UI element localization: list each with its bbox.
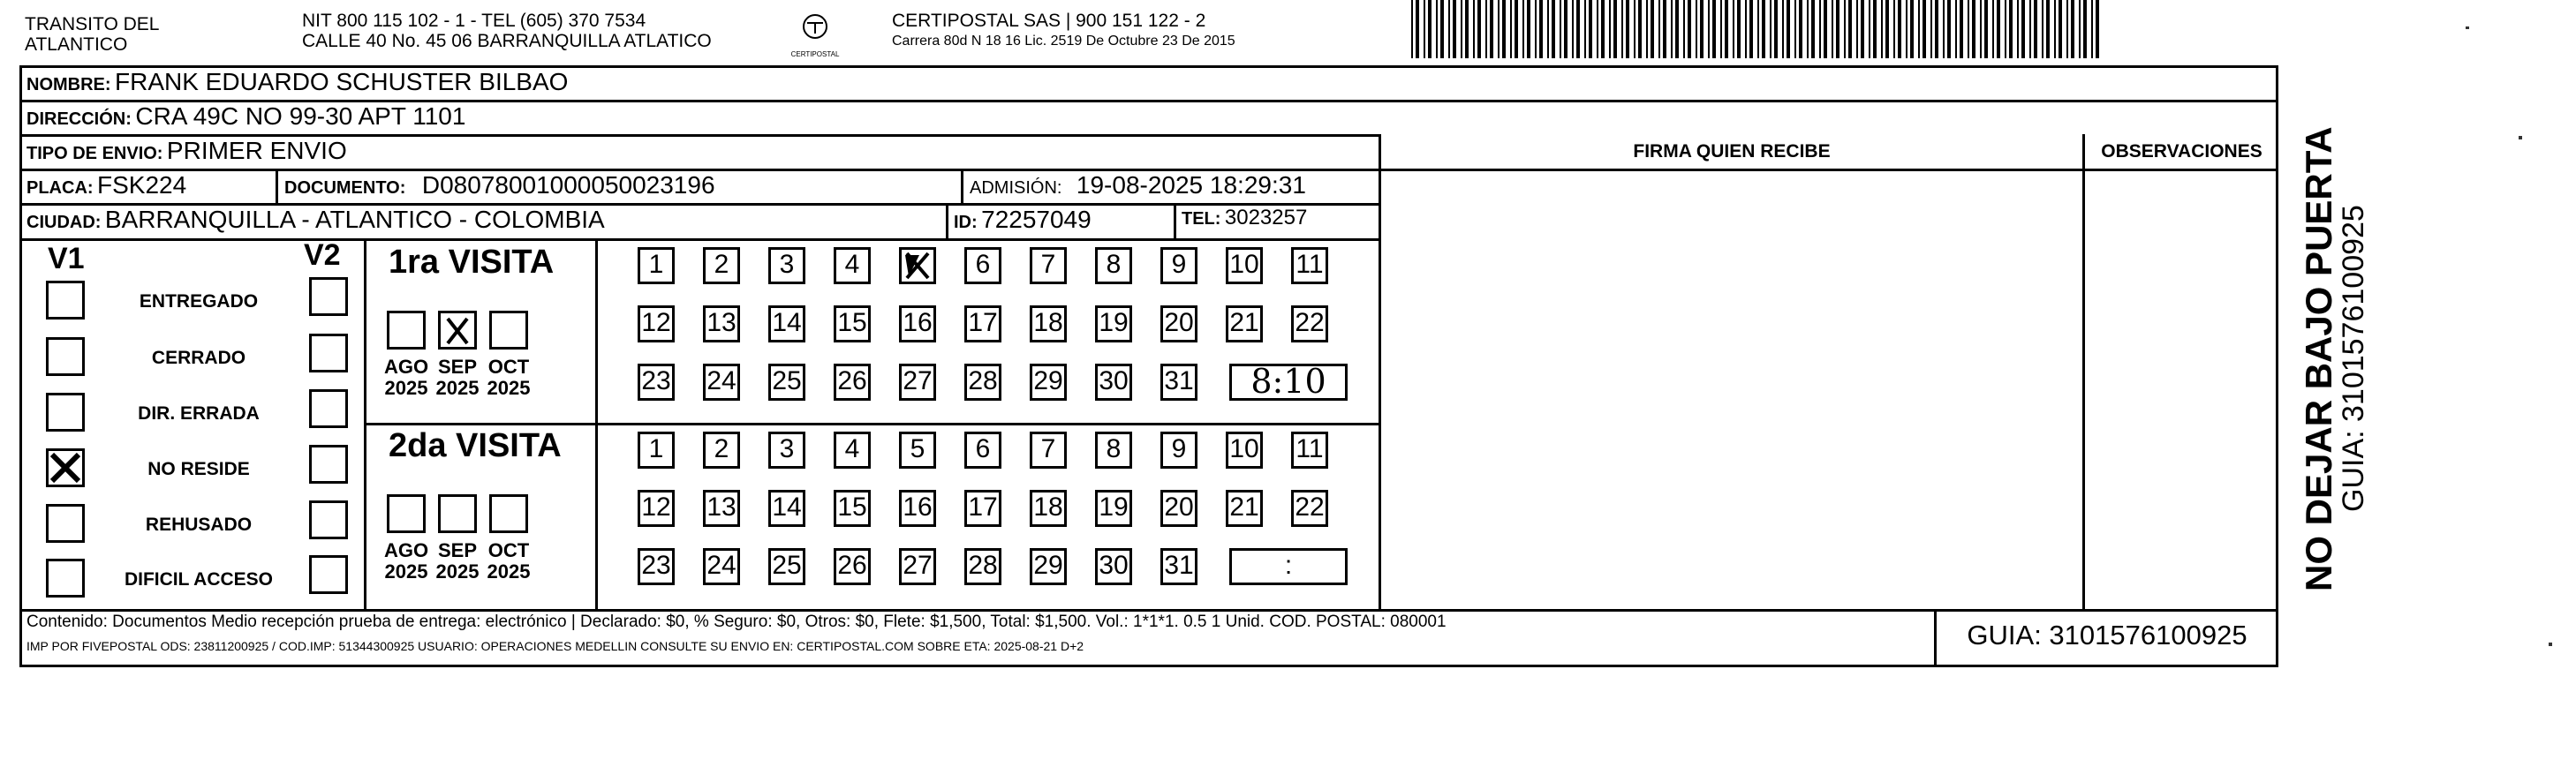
footer-guia: GUIA: 3101576100925 [1967, 620, 2247, 650]
placa-cell [26, 171, 186, 199]
placa-value: FSK224 [97, 171, 187, 199]
org-contact [302, 11, 797, 51]
tipo-label: TIPO DE ENVIO: [26, 144, 163, 163]
second-visit-day-7[interactable]: 7 [1030, 432, 1067, 469]
second-visit-month-checkbox[interactable] [489, 494, 528, 533]
barcode-bar [1490, 0, 1493, 58]
direccion-value: CRA 49C NO 99-30 APT 1101 [135, 102, 466, 130]
barcode-bar [1836, 0, 1839, 58]
v1-header: V1 [48, 242, 85, 275]
barcode-bar [1873, 0, 1877, 58]
barcode-bar [1477, 0, 1481, 58]
barcode-bar [1510, 0, 1512, 58]
second-visit-time-box[interactable]: : [1229, 548, 1348, 585]
barcode-bar [1448, 0, 1450, 58]
tipo-row [26, 137, 347, 165]
status-label: NO RESIDE [147, 459, 250, 479]
barcode-bar [1770, 0, 1771, 58]
admision-value: 19-08-2025 18:29:31 [1076, 171, 1306, 199]
barcode-bar [1930, 0, 1932, 58]
barcode-bar [1527, 0, 1530, 58]
barcode [1411, 0, 2109, 62]
second-visit-day-25[interactable]: 25 [768, 548, 805, 585]
second-visit-day-13[interactable]: 13 [703, 490, 740, 527]
stray-mark [2549, 643, 2552, 646]
barcode-bar [2029, 0, 2031, 58]
barcode-bar [2042, 0, 2043, 58]
first-visit-day-17[interactable]: 17 [964, 305, 1001, 342]
barcode-bar [2054, 0, 2056, 58]
v2-checkbox[interactable] [309, 389, 348, 428]
second-visit-day-27[interactable]: 27 [899, 548, 936, 585]
first-visit-day-27[interactable]: 27 [899, 364, 936, 401]
first-visit-day-29[interactable]: 29 [1030, 364, 1067, 401]
barcode-bar [1910, 0, 1914, 58]
barcode-bar [1856, 0, 1858, 58]
month-name: SEP [437, 356, 478, 378]
barcode-bar [1980, 0, 1982, 58]
first-visit-day-18[interactable]: 18 [1030, 305, 1067, 342]
barcode-bar [1935, 0, 1938, 58]
barcode-bar [1485, 0, 1487, 58]
barcode-bar [1424, 0, 1425, 58]
first-visit-day-21[interactable]: 21 [1226, 305, 1263, 342]
barcode-bar [1597, 0, 1598, 58]
tel-value: 3023257 [1224, 206, 1308, 229]
second-visit-day-30[interactable]: 30 [1095, 548, 1132, 585]
barcode-bar [1700, 0, 1703, 58]
admision-label: ADMISIÓN: [970, 178, 1062, 198]
nombre-value: FRANK EDUARDO SCHUSTER BILBAO [115, 68, 569, 95]
barcode-bar [1564, 0, 1568, 58]
second-visit-day-19[interactable]: 19 [1095, 490, 1132, 527]
v2-checkbox[interactable] [309, 555, 348, 594]
barcode-bar [1651, 0, 1654, 58]
check-x-icon [902, 250, 933, 282]
barcode-bar [1461, 0, 1462, 58]
footer-contenido: Contenido: Documentos Medio recepción prueba de entrega: electrónico | Declarado: $0, % Seguro: $0, Otros: $0, Flete: $1,500, Total: $1,500. Vol.: 1*1*1. 0.5 1 Unid. COD. POSTAL: 080001 [26, 613, 1447, 631]
first-visit-day-8[interactable]: 8 [1095, 247, 1132, 284]
barcode-bar [1671, 0, 1673, 58]
barcode-bar [1968, 0, 1969, 58]
direccion-label: DIRECCIÓN: [26, 109, 132, 129]
second-visit-day-4[interactable]: 4 [834, 432, 871, 469]
barcode-bar [1560, 0, 1561, 58]
barcode-bar [1725, 0, 1728, 58]
check-x-icon [49, 451, 82, 485]
first-visit-day-4[interactable]: 4 [834, 247, 871, 284]
second-visit-day-28[interactable]: 28 [964, 548, 1001, 585]
barcode-bar [1411, 0, 1413, 58]
barcode-bar [1992, 0, 1994, 58]
month-label [433, 357, 482, 399]
documento-label: DOCUMENTO: [284, 178, 406, 198]
month-year: 2025 [384, 377, 428, 399]
barcode-bar [1943, 0, 1945, 58]
barcode-bar [1658, 0, 1660, 58]
check-x-icon [441, 313, 474, 347]
v1-checkbox[interactable] [46, 559, 85, 598]
barcode-bar [2066, 0, 2068, 58]
barcode-bar [2071, 0, 2074, 58]
v1-checkbox[interactable] [46, 504, 85, 543]
v2-checkbox[interactable] [309, 277, 348, 316]
v1-checkbox[interactable] [46, 281, 85, 320]
tel-label: TEL: [1182, 209, 1221, 229]
barcode-bar [1502, 0, 1506, 58]
barcode-bar [1663, 0, 1666, 58]
barcode-bar [1972, 0, 1975, 58]
second-visit-day-9[interactable]: 9 [1160, 432, 1197, 469]
barcode-bar [1782, 0, 1784, 58]
certipostal-logo [784, 11, 846, 60]
courier-name: CERTIPOSTAL SAS | 900 151 122 - 2 [892, 11, 1206, 31]
first-visit-day-20[interactable]: 20 [1160, 305, 1197, 342]
barcode-bar [1498, 0, 1500, 58]
barcode-bar [1844, 0, 1846, 58]
id-value: 72257049 [981, 206, 1092, 233]
barcode-bar [2046, 0, 2050, 58]
v2-checkbox[interactable] [309, 334, 348, 372]
first-visit-day-6[interactable]: 6 [964, 247, 1001, 284]
barcode-bar [1708, 0, 1710, 58]
ciudad-cell [26, 206, 605, 234]
barcode-bar [1885, 0, 1889, 58]
tipo-value: PRIMER ENVIO [166, 137, 347, 164]
second-visit-day-11[interactable]: 11 [1291, 432, 1328, 469]
first-visit-day-26[interactable]: 26 [834, 364, 871, 401]
barcode-bar [1609, 0, 1611, 58]
second-visit-month-checkbox[interactable] [387, 494, 426, 533]
second-visit-day-10[interactable]: 10 [1226, 432, 1263, 469]
first-visit-day-28[interactable]: 28 [964, 364, 1001, 401]
second-visit-day-16[interactable]: 16 [899, 490, 936, 527]
nombre-row [26, 68, 568, 96]
second-visit-month-checkbox[interactable] [438, 494, 477, 533]
barcode-bar [1638, 0, 1642, 58]
admision-cell [970, 171, 1306, 199]
barcode-bar [1416, 0, 1419, 58]
barcode-bar [1819, 0, 1821, 58]
first-visit-month-checkbox[interactable] [387, 311, 426, 350]
first-visit-title: 1ra VISITA [389, 244, 555, 281]
first-visit-day-11[interactable]: 11 [1291, 247, 1328, 284]
status-label: DIFICIL ACCESO [124, 569, 273, 590]
barcode-bar [1720, 0, 1722, 58]
org-name-line-1: TRANSITO DEL [25, 14, 160, 34]
nombre-label: NOMBRE: [26, 75, 111, 94]
barcode-bar [1947, 0, 1951, 58]
barcode-bar [1712, 0, 1716, 58]
documento-cell [284, 171, 715, 199]
first-visit-day-10[interactable]: 10 [1226, 247, 1263, 284]
second-visit-day-3[interactable]: 3 [768, 432, 805, 469]
barcode-bar [1745, 0, 1747, 58]
month-label [484, 357, 533, 399]
barcode-bar [1893, 0, 1895, 58]
first-visit-time-box[interactable]: 8:10 [1229, 364, 1348, 401]
second-visit-day-29[interactable]: 29 [1030, 548, 1067, 585]
first-visit-day-12[interactable]: 12 [638, 305, 675, 342]
month-year: 2025 [487, 560, 531, 583]
barcode-bar [1923, 0, 1926, 58]
second-visit-day-31[interactable]: 31 [1160, 548, 1197, 585]
first-visit-day-22[interactable]: 22 [1291, 305, 1328, 342]
barcode-bar [1515, 0, 1518, 58]
barcode-bar [1688, 0, 1691, 58]
status-label: DIR. ERRADA [138, 403, 260, 424]
barcode-bar [1589, 0, 1592, 58]
barcode-bar [2005, 0, 2006, 58]
barcode-bar [1733, 0, 1734, 58]
stray-mark [2519, 136, 2522, 139]
tel-cell [1182, 206, 1307, 230]
barcode-bar [1898, 0, 1901, 58]
barcode-bar [2021, 0, 2025, 58]
v2-checkbox[interactable] [309, 500, 348, 539]
stray-mark [2466, 26, 2469, 29]
first-visit-day-24[interactable]: 24 [703, 364, 740, 401]
second-visit-day-15[interactable]: 15 [834, 490, 871, 527]
barcode-bar [1832, 0, 1833, 58]
barcode-bar [1601, 0, 1605, 58]
barcode-bar [1634, 0, 1635, 58]
second-visit-day-24[interactable]: 24 [703, 548, 740, 585]
courier-address: Carrera 80d N 18 16 Lic. 2519 De Octubre 23 De 2015 [892, 34, 1235, 49]
org-name [25, 14, 254, 55]
barcode-bar [1799, 0, 1802, 58]
first-visit-day-15[interactable]: 15 [834, 305, 871, 342]
status-label: ENTREGADO [139, 291, 259, 312]
documento-value: D08078001000050023196 [421, 171, 715, 199]
barcode-bar [1997, 0, 2000, 58]
first-visit-day-2[interactable]: 2 [703, 247, 740, 284]
barcode-bar [1848, 0, 1852, 58]
org-name-line-2: ATLANTICO [25, 34, 128, 55]
second-visit-day-5[interactable]: 5 [899, 432, 936, 469]
month-label [433, 540, 482, 583]
barcode-bar [1675, 0, 1679, 58]
second-visit-day-2[interactable]: 2 [703, 432, 740, 469]
barcode-bar [2079, 0, 2081, 58]
second-visit-day-6[interactable]: 6 [964, 432, 1001, 469]
barcode-bar [1960, 0, 1963, 58]
barcode-bar [1869, 0, 1870, 58]
side-warning: NO DEJAR BAJO PUERTA [2298, 126, 2339, 591]
barcode-bar [2034, 0, 2037, 58]
barcode-bar [1757, 0, 1759, 58]
barcode-bar [2009, 0, 2013, 58]
first-visit-day-1[interactable]: 1 [638, 247, 675, 284]
barcode-bar [1955, 0, 1957, 58]
first-visit-day-13[interactable]: 13 [703, 305, 740, 342]
barcode-bar [1535, 0, 1537, 58]
second-visit-day-17[interactable]: 17 [964, 490, 1001, 527]
v1-checkbox[interactable] [46, 337, 85, 376]
logo-text: CERTIPOSTAL [790, 50, 840, 58]
barcode-bar [1473, 0, 1475, 58]
barcode-bar [2096, 0, 2099, 58]
barcode-bar [1749, 0, 1753, 58]
second-visit-day-22[interactable]: 22 [1291, 490, 1328, 527]
second-visit-day-26[interactable]: 26 [834, 548, 871, 585]
barcode-bar [2017, 0, 2019, 58]
barcode-bar [2083, 0, 2087, 58]
second-visit-day-23[interactable]: 23 [638, 548, 675, 585]
id-cell [954, 206, 1092, 234]
first-visit-day-5[interactable] [899, 247, 936, 284]
second-visit-day-21[interactable]: 21 [1226, 490, 1263, 527]
direccion-row [26, 102, 465, 131]
barcode-bar [1547, 0, 1549, 58]
first-visit-day-25[interactable]: 25 [768, 364, 805, 401]
barcode-bar [1787, 0, 1790, 58]
barcode-bar [1539, 0, 1543, 58]
side-guia: GUIA: 3101576100925 [2337, 205, 2370, 512]
barcode-bar [1626, 0, 1629, 58]
barcode-bar [1552, 0, 1555, 58]
barcode-bar [1774, 0, 1778, 58]
courier-info [892, 11, 1386, 51]
org-address: CALLE 40 No. 45 06 BARRANQUILLA ATLATICO [302, 31, 712, 51]
first-visit-day-7[interactable]: 7 [1030, 247, 1067, 284]
first-visit-day-19[interactable]: 19 [1095, 305, 1132, 342]
ciudad-label: CIUDAD: [26, 213, 102, 232]
second-visit-day-8[interactable]: 8 [1095, 432, 1132, 469]
barcode-bar [1436, 0, 1438, 58]
id-label: ID: [954, 213, 978, 232]
second-visit-title: 2da VISITA [389, 427, 562, 464]
barcode-bar [1576, 0, 1580, 58]
barcode-bar [1807, 0, 1809, 58]
first-visit-month-checkbox[interactable] [489, 311, 528, 350]
month-name: SEP [437, 539, 478, 561]
month-name: OCT [487, 356, 530, 378]
side-text [2287, 97, 2384, 591]
barcode-bar [1918, 0, 1920, 58]
first-visit-day-30[interactable]: 30 [1095, 364, 1132, 401]
status-label: REHUSADO [145, 515, 253, 535]
barcode-bar [1906, 0, 1907, 58]
first-visit-day-3[interactable]: 3 [768, 247, 805, 284]
observaciones-header: OBSERVACIONES [2101, 141, 2262, 162]
barcode-bar [1984, 0, 1988, 58]
barcode-bar [1762, 0, 1765, 58]
month-name: AGO [383, 356, 429, 378]
barcode-bar [1683, 0, 1685, 58]
barcode-bar [1646, 0, 1648, 58]
month-year: 2025 [487, 377, 531, 399]
footer-imp: IMP POR FIVEPOSTAL ODS: 23811200925 / COD.IMP: 51344300925 USUARIO: OPERACIONES MEDELLIN CONSULTE SU ENVIO EN: CERTIPOSTAL.COM SOBRE ETA: 2025-08-21 D+2 [26, 639, 1084, 653]
barcode-bar [1861, 0, 1864, 58]
barcode-bar [1522, 0, 1524, 58]
barcode-bar [1453, 0, 1456, 58]
barcode-bar [2059, 0, 2062, 58]
barcode-bar [1584, 0, 1586, 58]
ciudad-value: BARRANQUILLA - ATLANTICO - COLOMBIA [104, 206, 605, 233]
barcode-bar [1696, 0, 1697, 58]
second-visit-day-20[interactable]: 20 [1160, 490, 1197, 527]
barcode-bar [1440, 0, 1444, 58]
barcode-bar [1794, 0, 1796, 58]
barcode-bar [1428, 0, 1432, 58]
month-label [381, 540, 431, 583]
month-year: 2025 [435, 377, 480, 399]
first-visit-day-23[interactable]: 23 [638, 364, 675, 401]
barcode-bar [1824, 0, 1827, 58]
second-visit-day-14[interactable]: 14 [768, 490, 805, 527]
month-name: OCT [487, 539, 530, 561]
month-name: AGO [383, 539, 429, 561]
first-visit-day-14[interactable]: 14 [768, 305, 805, 342]
second-visit-day-1[interactable]: 1 [638, 432, 675, 469]
second-visit-day-12[interactable]: 12 [638, 490, 675, 527]
first-visit-month-checkbox[interactable] [438, 311, 477, 350]
second-visit-day-18[interactable]: 18 [1030, 490, 1067, 527]
month-year: 2025 [384, 560, 428, 583]
first-visit-day-31[interactable]: 31 [1160, 364, 1197, 401]
month-year: 2025 [435, 560, 480, 583]
placa-label: PLACA: [26, 178, 94, 198]
first-visit-day-9[interactable]: 9 [1160, 247, 1197, 284]
month-label [381, 357, 431, 399]
barcode-bar [1811, 0, 1815, 58]
first-visit-day-16[interactable]: 16 [899, 305, 936, 342]
firma-header: FIRMA QUIEN RECIBE [1633, 141, 1831, 162]
barcode-bar [1572, 0, 1574, 58]
month-label [484, 540, 533, 583]
org-nit: NIT 800 115 102 - 1 - TEL (605) 370 7534 [302, 11, 646, 31]
v1-checkbox[interactable] [46, 393, 85, 432]
v2-header: V2 [304, 238, 341, 272]
barcode-bar [1613, 0, 1617, 58]
status-label: CERRADO [151, 348, 246, 368]
v2-checkbox[interactable] [309, 445, 348, 484]
barcode-bar [1737, 0, 1741, 58]
barcode-bar [2091, 0, 2093, 58]
barcode-bar [1881, 0, 1883, 58]
v1-checkbox[interactable] [46, 448, 85, 487]
barcode-bar [1621, 0, 1623, 58]
barcode-bar [1465, 0, 1469, 58]
barcode-graphic [1411, 0, 2109, 62]
